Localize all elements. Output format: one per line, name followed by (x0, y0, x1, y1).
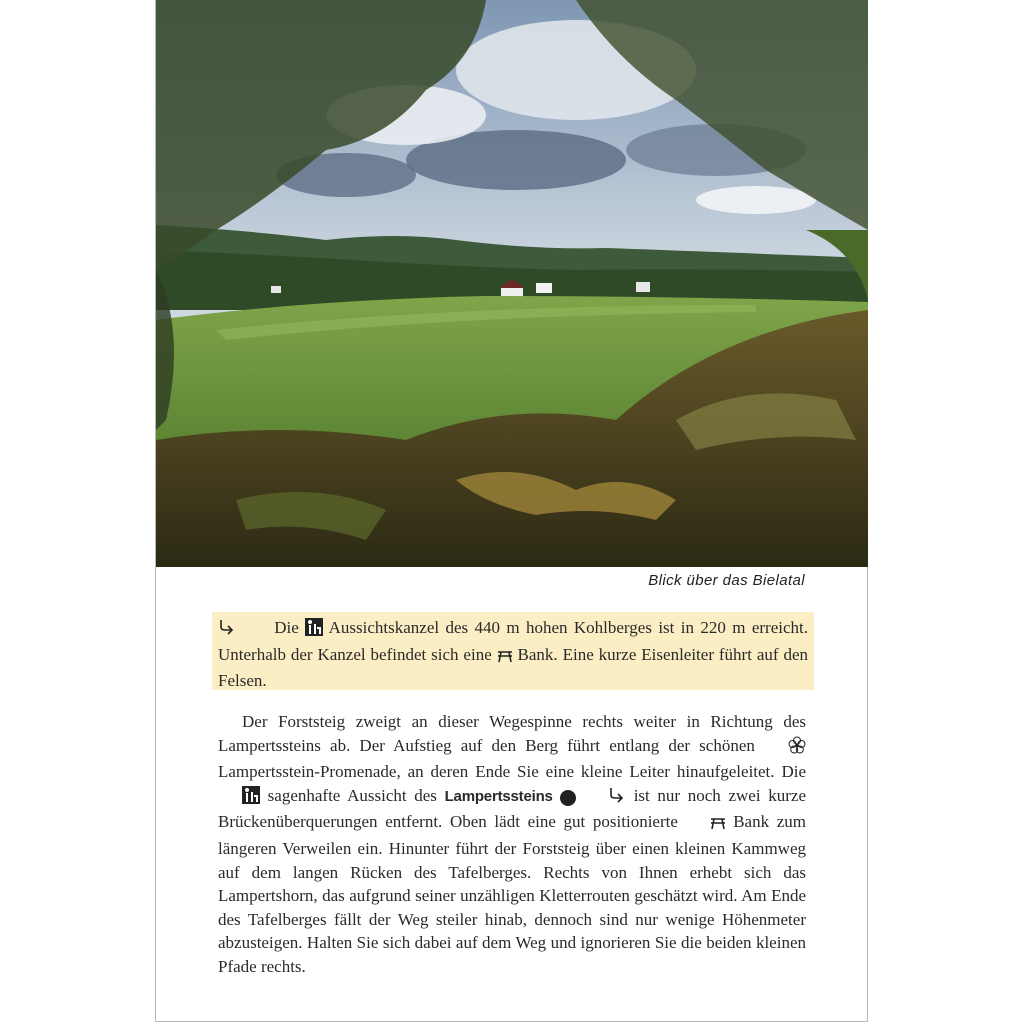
waypoint-arrow-icon (584, 786, 626, 811)
body-text-5: Bank zum längeren Verweilen ein. Hinunter führt der Forststeig über einen kleinen Kammweg auf dem langen Rücken des Tafelberges. Rechts von Ihnen erhebt sich das Lampertshorn, das aufgrund seiner unzähligen Kletterrouten geschätzt wird. Am Ende des Tafelberges fällt der Weg steiler hinab, dennoch sind nur wenige Höhenmeter abzusteigen. Halten Sie sich dabei auf dem Weg und ignorieren Sie die beiden kleinen Pfade rechts. (218, 812, 807, 976)
book-page (155, 0, 868, 1022)
viewpoint-icon (218, 786, 260, 811)
bench-icon (686, 813, 726, 837)
info-text-1: Die (274, 618, 299, 637)
body-paragraph (218, 710, 806, 979)
place-name-lampertssteins: Lampertssteins (444, 787, 553, 805)
viewpoint-icon (305, 618, 323, 643)
body-text-1: Der Forststeig zweigt an dieser Wegespinne rechts weiter in Richtung des Lampertssteins ab. Der Aufstieg auf den Berg führt entlang der schönen (218, 712, 806, 755)
waypoint-arrow-icon (218, 618, 236, 643)
photo-caption: Blick über das Bielatal (648, 572, 805, 589)
body-text-3: sagenhafte Aussicht des (267, 785, 437, 805)
flower-icon (764, 736, 806, 761)
landscape-photo (156, 0, 868, 567)
bench-icon (497, 646, 513, 670)
info-text-3: Bank. Eine kurze Eisenleiter führt auf den Felsen. (218, 644, 808, 690)
info-text-2: Aussichtskanzel des 440 m hohen Kohlberges ist in 220 m erreicht. Unterhalb der Kanzel befindet sich eine (218, 618, 808, 664)
body-text-2: Lampertsstein-Promenade, an deren Ende Sie eine kleine Leiter hinaufgeleitet. Die (218, 762, 806, 782)
waypoint-number-badge: 2 (560, 790, 576, 806)
body-text-4: ist nur noch zwei kurze Brückenüberquerungen entfernt. Oben lädt eine gut positionierte (218, 785, 806, 832)
info-box (212, 612, 814, 690)
